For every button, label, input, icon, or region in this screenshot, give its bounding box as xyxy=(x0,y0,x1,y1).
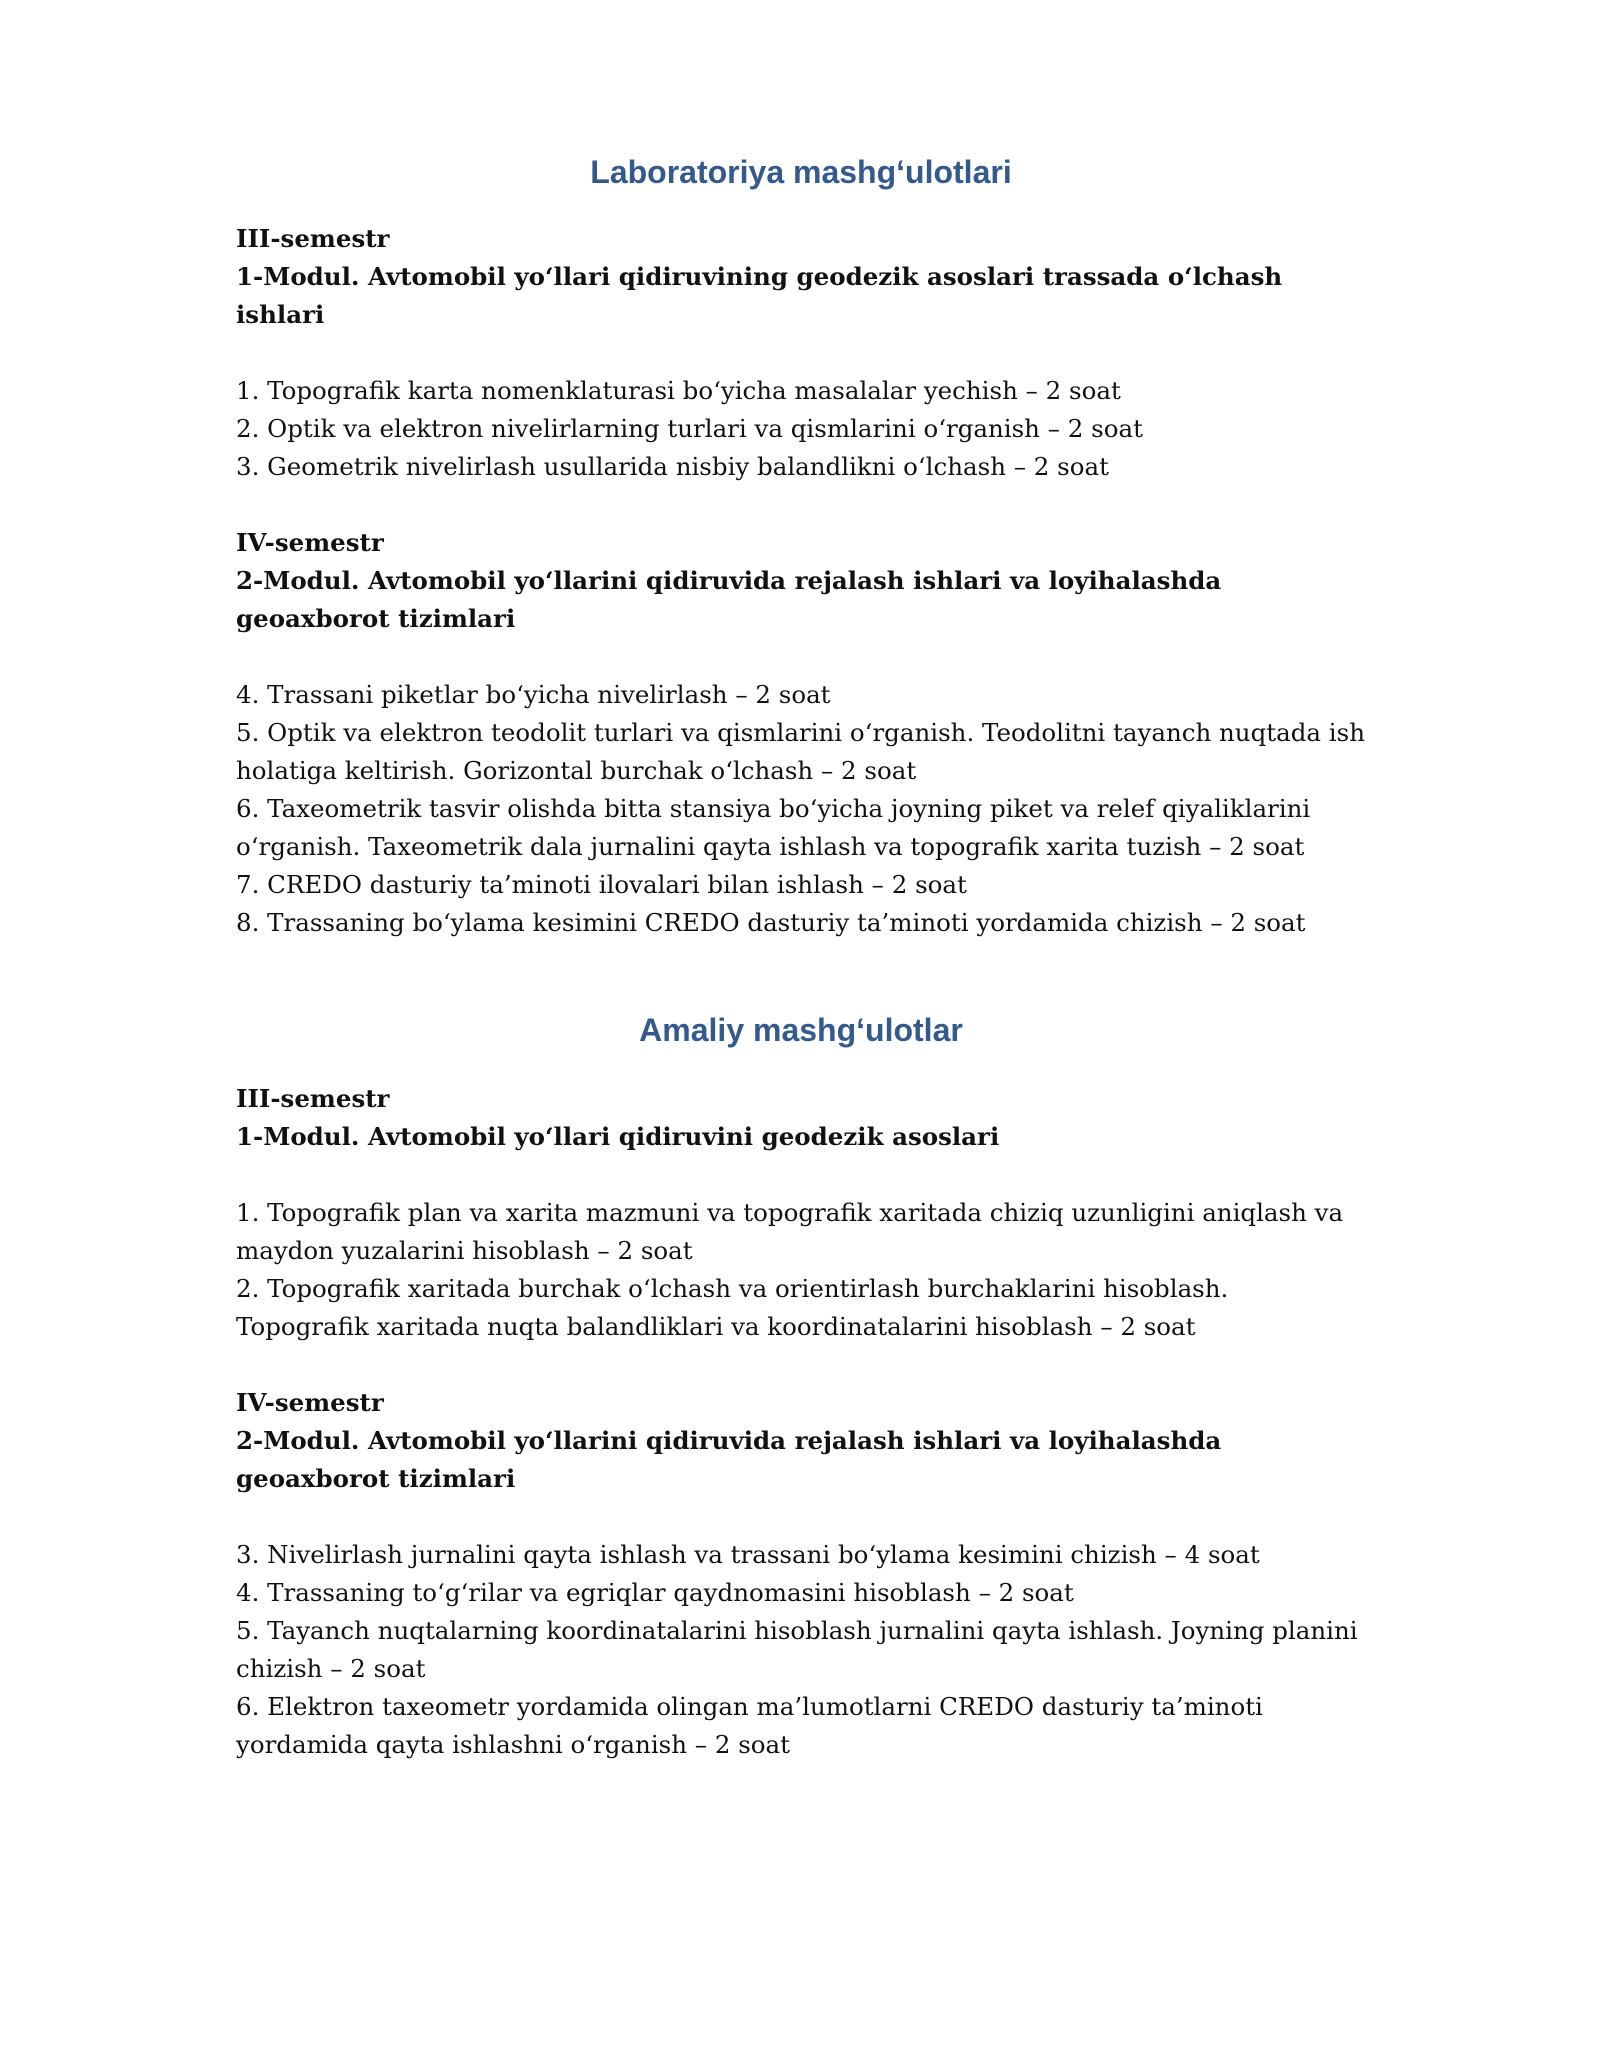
list-item: 5. Tayanch nuqtalarning koordinatalarini hisoblash jurnalini qayta ishlash. Joyning planini chizish – 2 soat xyxy=(236,1616,1358,1683)
list-item: 6. Taxeometrik tasvir olishda bitta stansiya bo‘yicha joyning piket va relef qiyaliklarini o‘rganish. Taxeometrik dala jurnalini qayta ishlash va topografik xarita tuzish – 2 soat xyxy=(236,794,1311,861)
list-item: 2. Topografik xaritada burchak o‘lchash va orientirlash burchaklarini hisoblash. Topografik xaritada nuqta balandliklari va koordinatalarini hisoblash – 2 soat xyxy=(236,1274,1229,1341)
list-item: 5. Optik va elektron teodolit turlari va qismlarini o‘rganish. Teodolitni tayanch nuqtada ish holatiga keltirish. Gorizontal burchak o‘lchash – 2 soat xyxy=(236,718,1365,785)
list-item: 8. Trassaning bo‘ylama kesimini CREDO dasturiy ta’minoti yordamida chizish – 2 soat xyxy=(236,908,1306,937)
practical-item-list xyxy=(236,1194,1366,1346)
lab-block-iii-semestr xyxy=(236,220,1366,486)
semester-heading: III-semestr xyxy=(236,1084,390,1113)
section-title-amaliy: Amaliy mashg‘ulotlar xyxy=(639,1012,963,1048)
list-item: 3. Geometrik nivelirlash usullarida nisbiy balandlikni o‘lchash – 2 soat xyxy=(236,452,1109,481)
module-heading: 2-Modul. Avtomobil yo‘llarini qidiruvida rejalash ishlari va loyihalashda geoaxborot tizimlari xyxy=(236,1426,1222,1493)
module-heading: 2-Modul. Avtomobil yo‘llarini qidiruvida rejalash ishlari va loyihalashda geoaxborot tizimlari xyxy=(236,566,1222,633)
semester-heading: III-semestr xyxy=(236,224,390,253)
practical-block-iv-semestr xyxy=(236,1384,1366,1764)
semester-heading: IV-semestr xyxy=(236,528,384,557)
lab-item-list xyxy=(236,372,1366,486)
practical-block-iii-semestr xyxy=(236,1080,1366,1346)
list-item: 1. Topografik karta nomenklaturasi bo‘yicha masalalar yechish – 2 soat xyxy=(236,376,1121,405)
module-heading: 1-Modul. Avtomobil yo‘llari qidiruvini geodezik asoslari xyxy=(236,1122,1000,1151)
module-heading: 1-Modul. Avtomobil yo‘llari qidiruvining geodezik asoslari trassada o‘lchash ishlari xyxy=(236,262,1283,329)
list-item: 4. Trassani piketlar bo‘yicha nivelirlash – 2 soat xyxy=(236,680,831,709)
list-item: 3. Nivelirlash jurnalini qayta ishlash va trassani bo‘ylama kesimini chizish – 4 soat xyxy=(236,1540,1260,1569)
list-item: 6. Elektron taxeometr yordamida olingan ma’lumotlarni CREDO dasturiy ta’minoti yordamida qayta ishlashni o‘rganish – 2 soat xyxy=(236,1692,1263,1759)
list-item: 1. Topografik plan va xarita mazmuni va topografik xaritada chiziq uzunligini aniqlash va maydon yuzalarini hisoblash – 2 soat xyxy=(236,1198,1344,1265)
list-item: 2. Optik va elektron nivelirlarning turlari va qismlarini o‘rganish – 2 soat xyxy=(236,414,1143,443)
list-item: 7. CREDO dasturiy ta’minoti ilovalari bilan ishlash – 2 soat xyxy=(236,870,967,899)
list-item: 4. Trassaning to‘g‘rilar va egriqlar qaydnomasini hisoblash – 2 soat xyxy=(236,1578,1074,1607)
document-content xyxy=(236,146,1366,1764)
semester-heading: IV-semestr xyxy=(236,1388,384,1417)
lab-block-iv-semestr xyxy=(236,524,1366,942)
lab-item-list xyxy=(236,676,1366,942)
practical-item-list xyxy=(236,1536,1366,1764)
section-title-laboratoriya: Laboratoriya mashg‘ulotlari xyxy=(590,154,1012,190)
